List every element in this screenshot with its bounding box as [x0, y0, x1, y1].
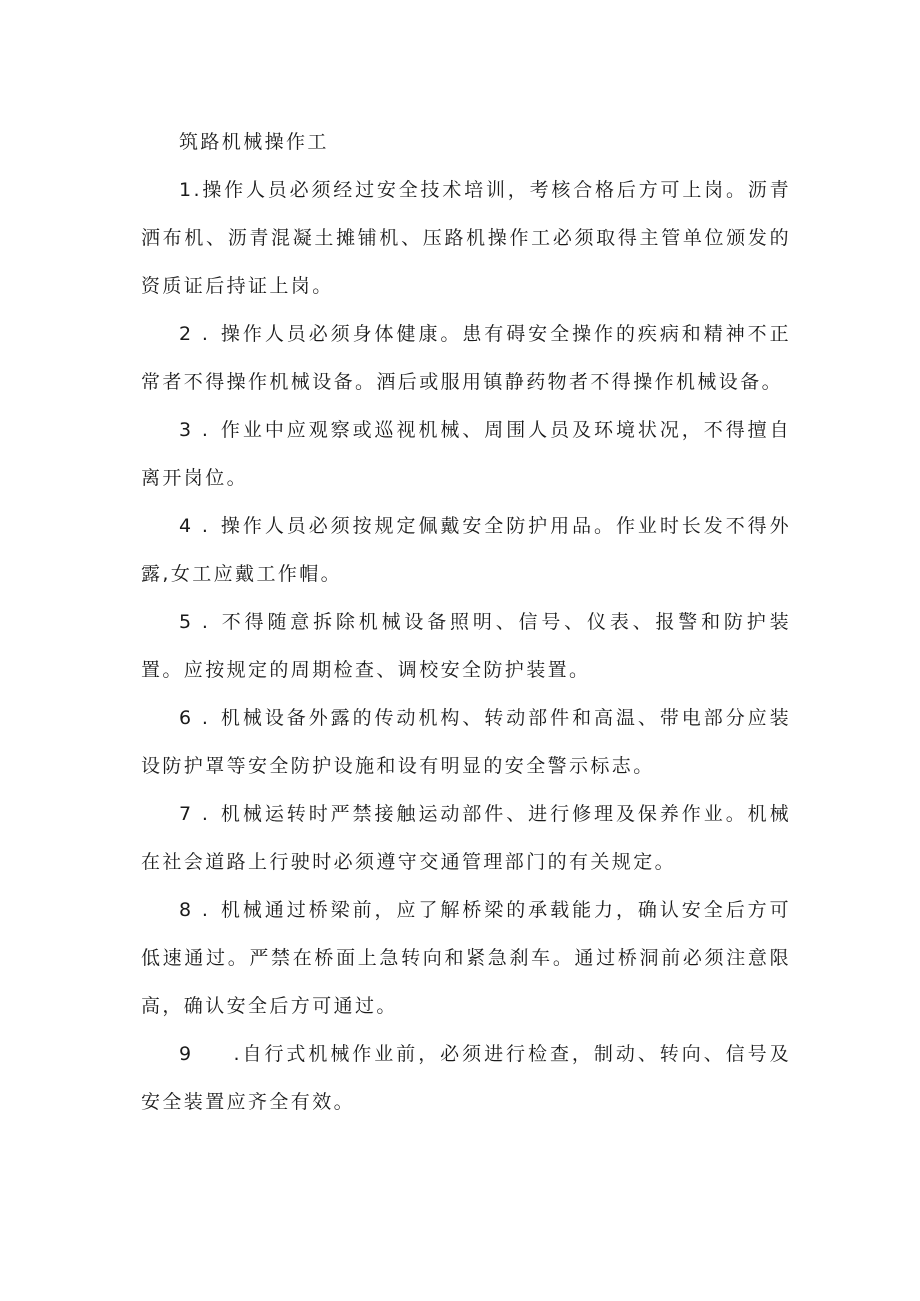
item-text: 不得随意拆除机械设备照明、信号、仪表、报警和防护装置。应按规定的周期检查、调校安全防护装置。	[141, 611, 791, 681]
paragraph-8	[141, 886, 791, 1030]
item-text: 机械通过桥梁前，应了解桥梁的承载能力，确认安全后方可低速通过。严禁在桥面上急转向和紧急刹车。通过桥洞前必须注意限高，确认安全后方可通过。	[141, 899, 791, 1017]
item-number: 8 .	[179, 899, 211, 921]
item-text: 机械设备外露的传动机构、转动部件和高温、带电部分应装设防护罩等安全防护设施和设有明显的安全警示标志。	[141, 707, 791, 777]
item-text: 操作人员必须经过安全技术培训，考核合格后方可上岗。沥青洒布机、沥青混凝土摊铺机、压路机操作工必须取得主管单位颁发的资质证后持证上岗。	[141, 179, 791, 297]
paragraph-7	[141, 790, 791, 886]
item-number: 5 .	[179, 611, 211, 633]
paragraph-6	[141, 694, 791, 790]
paragraph-2	[141, 310, 791, 406]
paragraph-1	[141, 166, 791, 310]
item-text: 作业中应观察或巡视机械、周围人员及环境状况，不得擅自离开岗位。	[141, 419, 791, 489]
item-number: 3 .	[179, 419, 211, 441]
paragraph-9	[141, 1030, 791, 1126]
paragraph-3	[141, 406, 791, 502]
item-number: 6 .	[179, 707, 211, 729]
item-text: 机械运转时严禁接触运动部件、进行修理及保养作业。机械在社会道路上行驶时必须遵守交通管理部门的有关规定。	[141, 803, 791, 873]
item-text: 操作人员必须身体健康。患有碍安全操作的疾病和精神不正常者不得操作机械设备。酒后或服用镇静药物者不得操作机械设备。	[141, 323, 791, 393]
item-number: 4 .	[179, 515, 211, 537]
document-title: 筑路机械操作工	[179, 131, 329, 153]
item-number: 2 .	[179, 323, 211, 345]
paragraph-4	[141, 502, 791, 598]
item-text: 操作人员必须按规定佩戴安全防护用品。作业时长发不得外露,女工应戴工作帽。	[141, 515, 791, 585]
item-number: 9	[179, 1043, 194, 1065]
item-text: .自行式机械作业前，必须进行检查，制动、转向、信号及安全装置应齐全有效。	[141, 1043, 791, 1113]
item-number: 7 .	[179, 803, 211, 825]
document-body	[141, 118, 791, 1126]
item-number: 1.	[179, 179, 202, 201]
paragraph-5	[141, 598, 791, 694]
